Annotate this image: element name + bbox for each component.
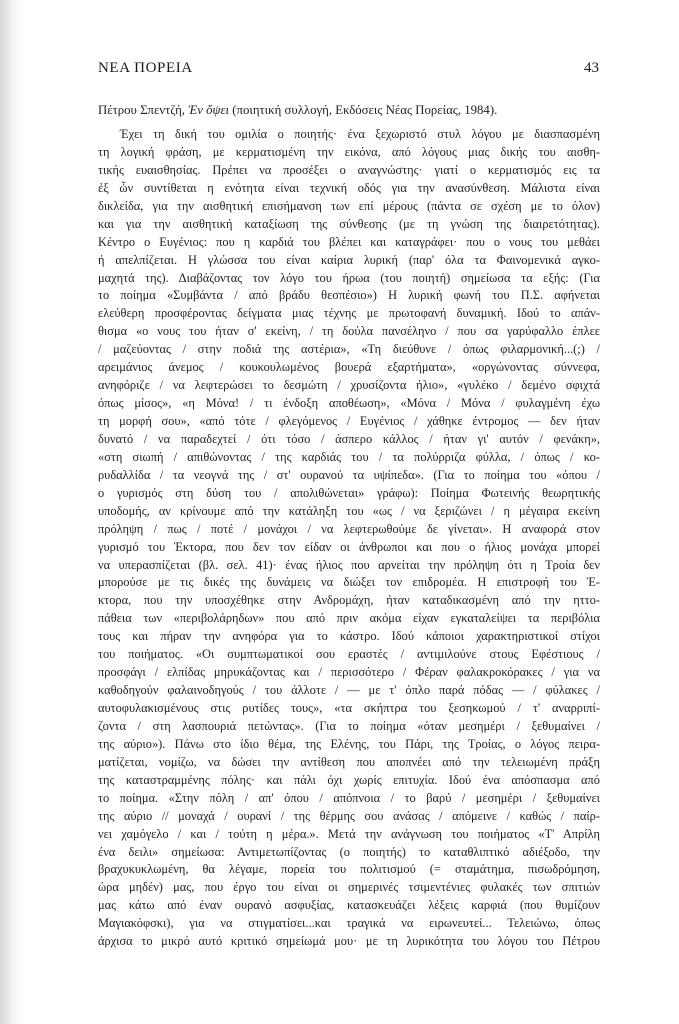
review-body-text: [98, 126, 600, 951]
body-line: πρόληψη / πως / ποτέ / μονάχοι / να λεφτερωθούμε δε γίνεται». Η αναφορά στον: [98, 521, 600, 536]
body-line: μας κάτω από έναν ουρανό ασφυξίας, κατασκευάζει λέξεις καρφιά (που θυμίζουν: [98, 898, 600, 913]
body-line: και για την αισθητική καταξίωση της σύνθεσης (με τη γνώση της διαιρετότητας).: [98, 216, 600, 231]
body-line: της αύριο // μοναχά / ουρανί / της θέρμης σου ανάσας / απόμεινε / καθώς / παίρ-: [98, 808, 600, 823]
body-line: νει χαμόγελο / και / τούτη η μέρα.». Μετά την ανάγνωση του ποιήματος «Τ' Απρίλη: [98, 826, 600, 841]
body-line: τικής ευαισθησίας. Πρέπει να προσέξει ο αναγνώστης· γιατί ο κερματισμός εις τα: [98, 162, 600, 177]
body-line: ώρα μηδέν) μας, που έργο του είναι οι σημερινές τσιμεντένιες φυλακές των σπιτιών: [98, 880, 600, 895]
body-line: το ποίημα. «Στην πόλη / απ' όπου / απόπνοια / το βαρύ / μεσημέρι / ξεθυμαίνει: [98, 790, 600, 805]
body-line: τη μορφή σου», «από τότε / φλεγόμενος / Ευγένιος / χάθηκε έντρομος — δεν ήταν: [98, 414, 600, 428]
body-line: θισμα «ο νους του ήταν σ' εκείνη, / τη δούλα πανσέληνο / που σα γαρύφαλλο έπλεε: [98, 324, 600, 339]
body-line: / μαζεύοντας / στην ποδιά της αστέρια», «Τη διεύθυνε / όπως φιλαρμονική...(;) /: [98, 342, 600, 357]
body-line: δικλείδα, για την αισθητική επισήμανση των επί μέρους (πάντα σε σχέση με το όλον): [98, 198, 600, 213]
body-line: ἐξ ὧν συντίθεται η ενότητα είναι τεχνική οδός για την ανασύνθεση. Μάλιστα είναι: [98, 180, 600, 195]
body-line: του ποιήματος. «Οι συμπτωματικοί σου εραστές / αντιμιλούνε στους Εφέστιους /: [98, 647, 600, 662]
book-citation: [98, 101, 599, 119]
body-line: προσφάγι / ελπίδας μηρυκάζοντας και / περισσότερο / Φέραν φαλακροκόρακες / για να: [98, 665, 600, 680]
body-line: τη λογική φράση, με κερματισμένη την εικόνα, από λόγους μιας δικής του αισθη-: [98, 144, 600, 159]
body-line: Κέντρο ο Ευγένιος: που η καρδιά του βλέπει και καταγράφει· που ο νους του μεθάει: [98, 234, 600, 249]
body-line: τους και πήραν την ανηφόρα για το κάστρο. Ιδού κάποιοι χαρακτηριστικοί στίχοι: [98, 629, 600, 644]
body-line: της καταστραμμένης πόλης· και πάλι όχι χωρίς επιτυχία. Ιδού ένα απόσπασμα από: [98, 772, 600, 787]
body-line: ένα δειλι» σημείωσα: Αντιμετωπίζοντας (ο ποιητής) το καταθλιπτικό αδιέξοδο, την: [98, 844, 600, 859]
body-line: ρυδαλλίδα / τα νεογνά της / στ' ουρανού τα υψίπεδα». (Για το ποίημα του «όπου /: [98, 467, 600, 482]
body-line: Έχει τη δική του ομιλία ο ποιητής· ένα ξεχωριστό στυλ λόγου με διασπασμένη: [120, 127, 600, 141]
body-line: ελεύθερη προσφέροντας δείγματα μιας τέχνης με πρωτοφανή δυναμική. Ιδού το απάν-: [98, 306, 600, 321]
body-line: αυτοφυλακισμένους στις ρυτίδες τους», «τα σκήπτρα του ξεσηκωμού / τ' αναρριπί-: [98, 701, 600, 715]
citation-book-title: Ἐν ὄψει: [188, 103, 230, 117]
running-title: ΝΕΑ ΠΟΡΕΙΑ: [98, 60, 193, 76]
page-gutter-shadow: [0, 0, 22, 1024]
body-line: υποδομής, αν κρίνουμε από την κατάληξη του «ως / να ξεριζώνει / η μέγαιρα εκείνη: [98, 503, 600, 518]
body-line: ή απελπίζεται. Η γλώσσα του είναι καίρια λυρική (παρ' όλα τα Φαινομενικά αγκο-: [98, 252, 600, 267]
body-line: βραχυκυκλωμένη, θα λέγαμε, πορεία του πολιτισμού (= σταμάτημα, πισωδρόμηση,: [98, 862, 600, 877]
body-line: Μαγιακόφσκι), για να στιγματίσει...και τραγικά να ειρωνευτεί... Τελειώνω, όπως: [98, 916, 600, 931]
citation-author: Πέτρου Σπεντζή,: [98, 103, 189, 117]
citation-details: (ποιητική συλλογή, Εκδόσεις Νέας Πορείας, 1984).: [229, 103, 498, 117]
body-line: ματίζεται, νομίζω, να δώσει την αντίθεση που αποπνέει από την τελειωμένη πράξη: [98, 754, 600, 769]
body-line: πάθεια των «περιβολάρηδων» που από πριν ακόμα είχαν εγκαταλείψει τα περιβόλια: [98, 611, 600, 626]
body-line: όπως μίσος», «η Μόνα! / τι ένδοξη αποθέωση», «Μόνα / Μόνα / φυλαγμένη έχω: [98, 396, 600, 411]
body-line: ο γυρισμός στη δύση του / απολιθώνεται» γράφω): Ποίημα Φωτεινής θεωρητικής: [98, 485, 600, 500]
body-line: μπορούσε με τις δικές της δυνάμεις να διώξει τον επιδρομέα. Η επιστροφή του Έ-: [98, 575, 600, 590]
body-line: άρχισα το μικρό αυτό κριτικό σημείωμά μου· με τη λυρικότητα του λόγου του Πέτρου: [98, 934, 600, 949]
page-number: 43: [584, 60, 599, 76]
body-line: αρειμάνιος άνεμος / κουκουλωμένος βουερά εξαρτήματα», «οργώνοντας σύννεφα,: [98, 360, 600, 375]
body-line: «στη σιωπή / απιθώνοντας / της καρδιάς του / τα πολύρριζα φύλλα, / όπως / κο-: [98, 449, 600, 464]
body-line: να υπερασπίζεται (βλ. σελ. 41)· ένας ήλιος που αρνείται την πρόληψη ότι η Τροία δεν: [98, 557, 600, 572]
body-line: κτορα, που την υποσχέθηκε στην Ανδρομάχη, ήταν καταδικασμένη από την ηττο-: [98, 593, 600, 608]
page-header: [98, 60, 599, 84]
body-line: γυρισμό του Έκτορα, που δεν τον είδαν οι άνθρωποι και που ο ήλιος μονάχα μπορεί: [98, 539, 600, 554]
body-line: της αύριο»). Πάνω στο ίδιο θέμα, της Ελένης, του Πάρι, της Τροίας, ο λόγος πειρα-: [98, 736, 600, 751]
body-line: ανηφόριζε / να λεφτερώσει το δεσμώτη / χρυσίζοντα ήλιο», «γυλέκο / δεμένο σφιχτά: [98, 378, 600, 393]
body-line: δυνατό / να παραδεχτεί / ότι τόσο / άσπερο κάλλος / ήταν γι' αυτόν / φενάκη»,: [98, 431, 600, 446]
body-line: ζοντα / στη λασπουριά πετώντας». (Για το ποίημα «όταν μεσημέρι / ξεθυμαίνει /: [98, 718, 600, 733]
body-line: το ποίημα «Συμβάντα / από βράδυ θεσπέσιο») Η λυρική φωνή του Π.Σ. αφήνεται: [98, 288, 600, 303]
body-line: μαχητά της). Διαβάζοντας τον λόγο του ήρωα (του ποιητή) σημείωσα τα εξής: (Για: [98, 270, 600, 285]
body-line: καθοδηγούν φαλαινοδηγούς / του άλλοτε / — με τ' όπλο παρά πόδας — / φύλακες /: [98, 683, 600, 698]
